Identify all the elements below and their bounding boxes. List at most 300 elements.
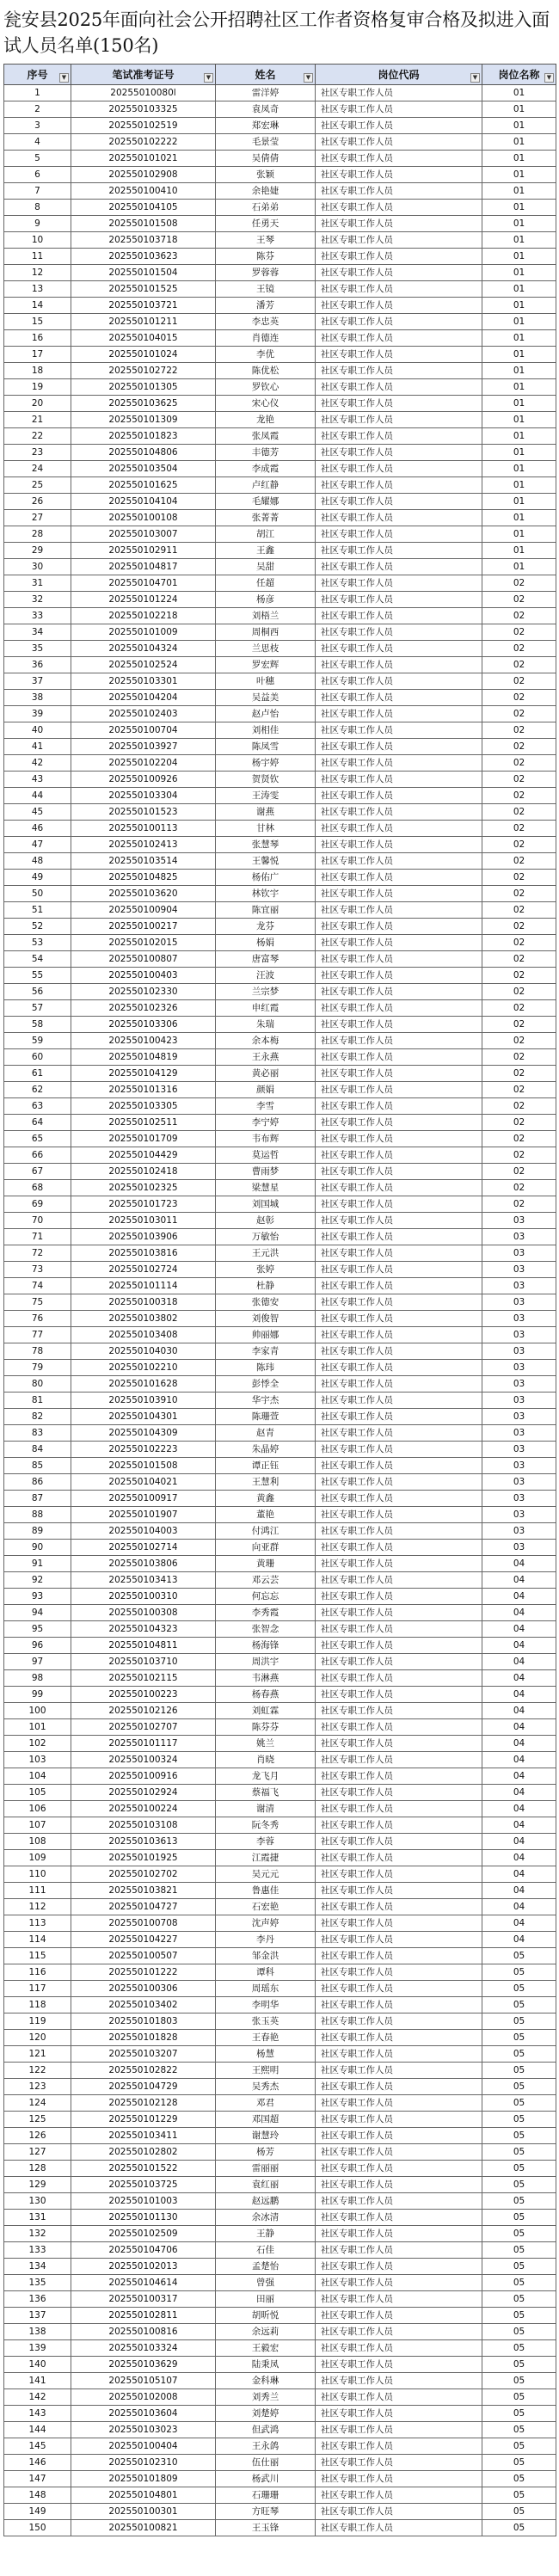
cell-position-name: 04 [482,1801,556,1817]
table-row [4,2438,556,2455]
cell-name: 叶穗 [216,673,316,690]
cell-exam-number: 202550100821 [71,2520,216,2536]
table-row [4,2259,556,2275]
table-row [4,772,556,788]
cell-name: 吴倩倩 [216,151,316,167]
cell-name: 黄珊 [216,1556,316,1572]
cell-name: 郑宏琳 [216,118,316,134]
table-row [4,477,556,494]
cell-serial: 149 [4,2504,71,2520]
cell-serial: 29 [4,543,71,559]
table-row [4,2291,556,2308]
cell-name: 吴甜 [216,559,316,575]
cell-name: 王毅宏 [216,2340,316,2357]
cell-serial: 69 [4,1196,71,1213]
table-row [4,298,556,314]
cell-serial: 58 [4,1017,71,1033]
cell-exam-number: 202550100306 [71,1981,216,1997]
header-name[interactable] [216,65,316,85]
cell-position-name: 04 [482,1670,556,1687]
cell-position-code: 社区专职工作人员 [316,1376,482,1393]
cell-position-name: 04 [482,1932,556,1948]
cell-position-code: 社区专职工作人员 [316,1948,482,1964]
table-row [4,984,556,1000]
cell-exam-number: 202550102222 [71,134,216,151]
cell-serial: 115 [4,1948,71,1964]
header-serial[interactable] [4,65,71,85]
cell-name: 任勇天 [216,216,316,232]
cell-exam-number: 202550103305 [71,1098,216,1115]
cell-name: 陈芬芬 [216,1719,316,1736]
cell-exam-number: 202550103207 [71,2046,216,2063]
cell-position-code: 社区专职工作人员 [316,1507,482,1523]
cell-serial: 119 [4,2013,71,2030]
cell-exam-number: 202550101723 [71,1196,216,1213]
cell-exam-number: 202550103623 [71,249,216,265]
table-row [4,1703,556,1719]
cell-name: 龙艳 [216,412,316,428]
cell-name: 申红霞 [216,1000,316,1017]
cell-position-code: 社区专职工作人员 [316,1703,482,1719]
cell-position-code: 社区专职工作人员 [316,1834,482,1850]
cell-serial: 145 [4,2438,71,2455]
cell-exam-number: 202550100308 [71,1605,216,1621]
cell-position-name: 04 [482,1866,556,1883]
cell-name: 肖德连 [216,330,316,347]
cell-position-code: 社区专职工作人员 [316,1262,482,1278]
cell-exam-number: 202550103408 [71,1327,216,1343]
table-row [4,510,556,526]
cell-name: 谢慧玲 [216,2128,316,2144]
table-row [4,1556,556,1572]
table-row [4,1589,556,1605]
table-row [4,1948,556,1964]
table-row [4,1981,556,1997]
cell-serial: 143 [4,2406,71,2422]
table-row [4,85,556,101]
cell-serial: 139 [4,2340,71,2357]
cell-exam-number: 202550102908 [71,167,216,183]
header-position-code-label: 岗位代码 [378,69,420,81]
cell-position-code: 社区专职工作人员 [316,134,482,151]
cell-position-name: 02 [482,1115,556,1131]
cell-serial: 96 [4,1638,71,1654]
cell-position-name: 01 [482,477,556,494]
cell-position-name: 01 [482,330,556,347]
cell-serial: 50 [4,886,71,902]
cell-position-code: 社区专职工作人员 [316,657,482,673]
cell-name: 王熙明 [216,2063,316,2079]
cell-position-code: 社区专职工作人员 [316,1458,482,1474]
cell-position-name: 05 [482,2406,556,2422]
cell-position-code: 社区专职工作人员 [316,2144,482,2161]
cell-position-name: 03 [482,1262,556,1278]
header-position-name-label: 岗位名称 [498,69,540,81]
cell-exam-number: 202550101523 [71,804,216,821]
cell-exam-number: 202550102802 [71,2144,216,2161]
table-row [4,1409,556,1425]
header-exam-number-label: 笔试准考证号 [112,69,175,81]
cell-serial: 16 [4,330,71,347]
table-row [4,461,556,477]
cell-position-code: 社区专职工作人员 [316,167,482,183]
table-row [4,1327,556,1343]
cell-name: 陈宜丽 [216,902,316,919]
cell-position-code: 社区专职工作人员 [316,1964,482,1981]
cell-exam-number: 202550103007 [71,526,216,543]
cell-serial: 92 [4,1572,71,1589]
cell-serial: 36 [4,657,71,673]
cell-exam-number: 202550100423 [71,1033,216,1049]
cell-exam-number: 202550104015 [71,330,216,347]
cell-exam-number: 202550104614 [71,2275,216,2291]
cell-exam-number: 202550103721 [71,298,216,314]
cell-exam-number: 202550103504 [71,461,216,477]
cell-position-code: 社区专职工作人员 [316,363,482,379]
cell-position-code: 社区专职工作人员 [316,1327,482,1343]
table-row [4,1850,556,1866]
table-row [4,1458,556,1474]
page-title: 瓮安县2025年面向社会公开招聘社区工作者资格复审合格及拟进入面试人员名单(150名) [3,9,550,56]
cell-name: 李宁婷 [216,1115,316,1131]
cell-position-code: 社区专职工作人员 [316,2520,482,2536]
cell-serial: 111 [4,1883,71,1899]
table-row [4,624,556,641]
cell-position-code: 社区专职工作人员 [316,1164,482,1180]
cell-position-name: 04 [482,1785,556,1801]
table-row [4,2406,556,2422]
cell-name: 付鸿江 [216,1523,316,1540]
cell-exam-number: 202550101828 [71,2030,216,2046]
cell-exam-number: 202550100310 [71,1589,216,1605]
cell-serial: 84 [4,1442,71,1458]
table-row [4,559,556,575]
cell-position-name: 02 [482,1082,556,1098]
cell-exam-number: 202550102413 [71,837,216,853]
cell-position-code: 社区专职工作人员 [316,902,482,919]
cell-name: 但武鸿 [216,2422,316,2438]
cell-serial: 120 [4,2030,71,2046]
cell-position-code: 社区专职工作人员 [316,935,482,951]
cell-position-code: 社区专职工作人员 [316,1670,482,1687]
table-row [4,2422,556,2438]
cell-position-name: 01 [482,510,556,526]
cell-name: 王春艳 [216,2030,316,2046]
cell-position-name: 03 [482,1245,556,1262]
table-row [4,1915,556,1932]
cell-serial: 51 [4,902,71,919]
table-row [4,739,556,755]
cell-exam-number: 202550101229 [71,2112,216,2128]
cell-name: 陈珊萱 [216,1409,316,1425]
table-row [4,919,556,935]
table-row [4,2373,556,2389]
cell-position-name: 05 [482,2357,556,2373]
cell-serial: 136 [4,2291,71,2308]
cell-serial: 102 [4,1736,71,1752]
cell-name: 张婷 [216,1262,316,1278]
cell-serial: 95 [4,1621,71,1638]
cell-exam-number: 202550103325 [71,101,216,118]
cell-name: 罗钦心 [216,379,316,396]
filter-dropdown-icon[interactable]: ▼ [470,73,480,83]
cell-serial: 133 [4,2242,71,2259]
table-row [4,1752,556,1768]
cell-serial: 94 [4,1605,71,1621]
cell-serial: 88 [4,1507,71,1523]
cell-position-code: 社区专职工作人员 [316,151,482,167]
cell-serial: 57 [4,1000,71,1017]
cell-serial: 90 [4,1540,71,1556]
cell-exam-number: 202550102204 [71,755,216,772]
cell-position-name: 05 [482,2210,556,2226]
cell-position-name: 05 [482,2259,556,2275]
cell-position-name: 03 [482,1311,556,1327]
cell-position-code: 社区专职工作人员 [316,510,482,526]
cell-exam-number: 202550100807 [71,951,216,968]
cell-name: 胡江 [216,526,316,543]
cell-position-name: 05 [482,2504,556,2520]
cell-name: 任超 [216,575,316,592]
cell-position-code: 社区专职工作人员 [316,445,482,461]
table-row [4,1932,556,1948]
cell-position-code: 社区专职工作人员 [316,1196,482,1213]
header-position-code[interactable] [316,65,482,85]
cell-name: 鲁惠佳 [216,1883,316,1899]
cell-position-code: 社区专职工作人员 [316,772,482,788]
table-row [4,690,556,706]
filter-dropdown-icon[interactable]: ▼ [544,73,554,83]
table-row [4,755,556,772]
cell-position-name: 01 [482,167,556,183]
header-position-name[interactable] [482,65,556,85]
cell-serial: 2 [4,101,71,118]
cell-exam-number: 202550104825 [71,870,216,886]
table-row [4,347,556,363]
table-row [4,575,556,592]
cell-name: 龙芬 [216,919,316,935]
cell-serial: 124 [4,2095,71,2112]
cell-exam-number: 202550104701 [71,575,216,592]
cell-position-name: 01 [482,379,556,396]
table-row [4,412,556,428]
cell-exam-number: 202550103324 [71,2340,216,2357]
cell-serial: 80 [4,1376,71,1393]
cell-position-name: 01 [482,396,556,412]
table-row [4,543,556,559]
cell-name: 赵彰 [216,1213,316,1229]
cell-serial: 85 [4,1458,71,1474]
cell-name: 贺贤钦 [216,772,316,788]
cell-exam-number: 202550103301 [71,673,216,690]
cell-serial: 117 [4,1981,71,1997]
filter-dropdown-icon[interactable]: ▼ [304,73,313,83]
cell-serial: 52 [4,919,71,935]
cell-position-code: 社区专职工作人员 [316,2030,482,2046]
cell-position-name: 01 [482,265,556,281]
cell-serial: 61 [4,1066,71,1082]
cell-position-code: 社区专职工作人员 [316,298,482,314]
cell-serial: 93 [4,1589,71,1605]
cell-position-code: 社区专职工作人员 [316,1491,482,1507]
cell-serial: 45 [4,804,71,821]
cell-name: 余远莉 [216,2324,316,2340]
cell-exam-number: 202550103821 [71,1883,216,1899]
cell-serial: 5 [4,151,71,167]
cell-position-name: 05 [482,2422,556,2438]
cell-position-name: 04 [482,1703,556,1719]
cell-name: 宋心仪 [216,396,316,412]
cell-exam-number: 202550101021 [71,151,216,167]
cell-name: 王琴 [216,232,316,249]
cell-name: 石弟弟 [216,200,316,216]
table-row [4,2046,556,2063]
cell-exam-number: 202550100317 [71,2291,216,2308]
cell-exam-number: 202550102722 [71,363,216,379]
table-row [4,526,556,543]
cell-serial: 44 [4,788,71,804]
cell-name: 杨彦 [216,592,316,608]
table-row [4,1638,556,1654]
cell-exam-number: 202550104227 [71,1932,216,1948]
cell-name: 刘相佳 [216,722,316,739]
cell-name: 方旺琴 [216,2504,316,2520]
cell-serial: 114 [4,1932,71,1948]
cell-name: 李忠英 [216,314,316,330]
cell-exam-number: 202550101114 [71,1278,216,1294]
cell-position-code: 社区专职工作人员 [316,984,482,1000]
filter-dropdown-icon[interactable]: ▼ [59,73,69,83]
cell-serial: 53 [4,935,71,951]
cell-position-name: 01 [482,428,556,445]
cell-exam-number: 202550104021 [71,1474,216,1491]
cell-position-code: 社区专职工作人员 [316,1115,482,1131]
table-row [4,1311,556,1327]
cell-position-code: 社区专职工作人员 [316,1409,482,1425]
cell-position-name: 05 [482,2455,556,2471]
table-row [4,1213,556,1229]
cell-position-code: 社区专职工作人员 [316,396,482,412]
cell-exam-number: 202550101823 [71,428,216,445]
cell-position-code: 社区专职工作人员 [316,1736,482,1752]
cell-position-code: 社区专职工作人员 [316,314,482,330]
table-row [4,2324,556,2340]
table-row [4,1523,556,1540]
cell-serial: 20 [4,396,71,412]
table-row [4,1376,556,1393]
cell-serial: 77 [4,1327,71,1343]
table-row [4,1572,556,1589]
cell-exam-number: 202550102013 [71,2259,216,2275]
table-row [4,592,556,608]
cell-exam-number: 202550103011 [71,1213,216,1229]
table-row [4,183,556,200]
cell-exam-number: 202550103613 [71,1834,216,1850]
cell-name: 颜娟 [216,1082,316,1098]
cell-position-name: 01 [482,151,556,167]
cell-name: 汪波 [216,968,316,984]
cell-name: 向亚群 [216,1540,316,1556]
cell-exam-number: 202550103710 [71,1654,216,1670]
header-exam-number[interactable] [71,65,216,85]
cell-position-name: 05 [482,2079,556,2095]
filter-dropdown-icon[interactable]: ▼ [204,73,213,83]
cell-position-code: 社区专职工作人员 [316,2161,482,2177]
cell-position-name: 02 [482,886,556,902]
cell-name: 董艳 [216,1507,316,1523]
cell-serial: 43 [4,772,71,788]
table-row [4,722,556,739]
cell-position-code: 社区专职工作人员 [316,673,482,690]
cell-position-code: 社区专职工作人员 [316,1817,482,1834]
cell-name: 梁慧星 [216,1180,316,1196]
cell-serial: 74 [4,1278,71,1294]
cell-position-name: 02 [482,902,556,919]
cell-exam-number: 202550100704 [71,722,216,739]
cell-position-name: 01 [482,200,556,216]
cell-exam-number: 202550101305 [71,379,216,396]
cell-name: 吴益美 [216,690,316,706]
cell-position-name: 05 [482,2520,556,2536]
cell-name: 帅丽娜 [216,1327,316,1343]
cell-name: 杨武川 [216,2471,316,2487]
cell-name: 伍仕丽 [216,2455,316,2471]
cell-position-code: 社区专职工作人员 [316,1719,482,1736]
cell-position-code: 社区专职工作人员 [316,200,482,216]
cell-serial: 138 [4,2324,71,2340]
cell-position-name: 01 [482,412,556,428]
cell-exam-number: 202550101522 [71,2161,216,2177]
cell-exam-number: 202550101309 [71,412,216,428]
cell-position-code: 社区专职工作人员 [316,526,482,543]
table-row [4,1000,556,1017]
cell-position-code: 社区专职工作人员 [316,1474,482,1491]
cell-name: 周洪宇 [216,1654,316,1670]
cell-name: 吴元元 [216,1866,316,1883]
cell-position-code: 社区专职工作人员 [316,821,482,837]
table-row [4,1540,556,1556]
cell-exam-number: 202550101925 [71,1850,216,1866]
cell-position-code: 社区专职工作人员 [316,706,482,722]
cell-position-code: 社区专职工作人员 [316,2373,482,2389]
cell-name: 张颖 [216,167,316,183]
cell-position-code: 社区专职工作人员 [316,1180,482,1196]
cell-name: 丰德芳 [216,445,316,461]
cell-position-name: 03 [482,1523,556,1540]
cell-position-name: 05 [482,2013,556,2030]
cell-position-name: 04 [482,1883,556,1899]
cell-position-name: 05 [482,2471,556,2487]
cell-serial: 65 [4,1131,71,1147]
cell-position-code: 社区专职工作人员 [316,1932,482,1948]
cell-serial: 10 [4,232,71,249]
cell-exam-number: 202550104801 [71,2487,216,2504]
table-row [4,951,556,968]
cell-position-name: 02 [482,1131,556,1147]
cell-position-code: 社区专职工作人员 [316,2226,482,2242]
cell-serial: 122 [4,2063,71,2079]
cell-position-code: 社区专职工作人员 [316,2340,482,2357]
table-row [4,2128,556,2144]
cell-serial: 98 [4,1670,71,1687]
candidate-table [3,64,556,2536]
cell-name: 石宏艳 [216,1899,316,1915]
cell-name: 李明华 [216,1997,316,2013]
cell-serial: 56 [4,984,71,1000]
cell-exam-number: 202550102714 [71,1540,216,1556]
cell-position-code: 社区专职工作人员 [316,1605,482,1621]
cell-exam-number: 202550101625 [71,477,216,494]
